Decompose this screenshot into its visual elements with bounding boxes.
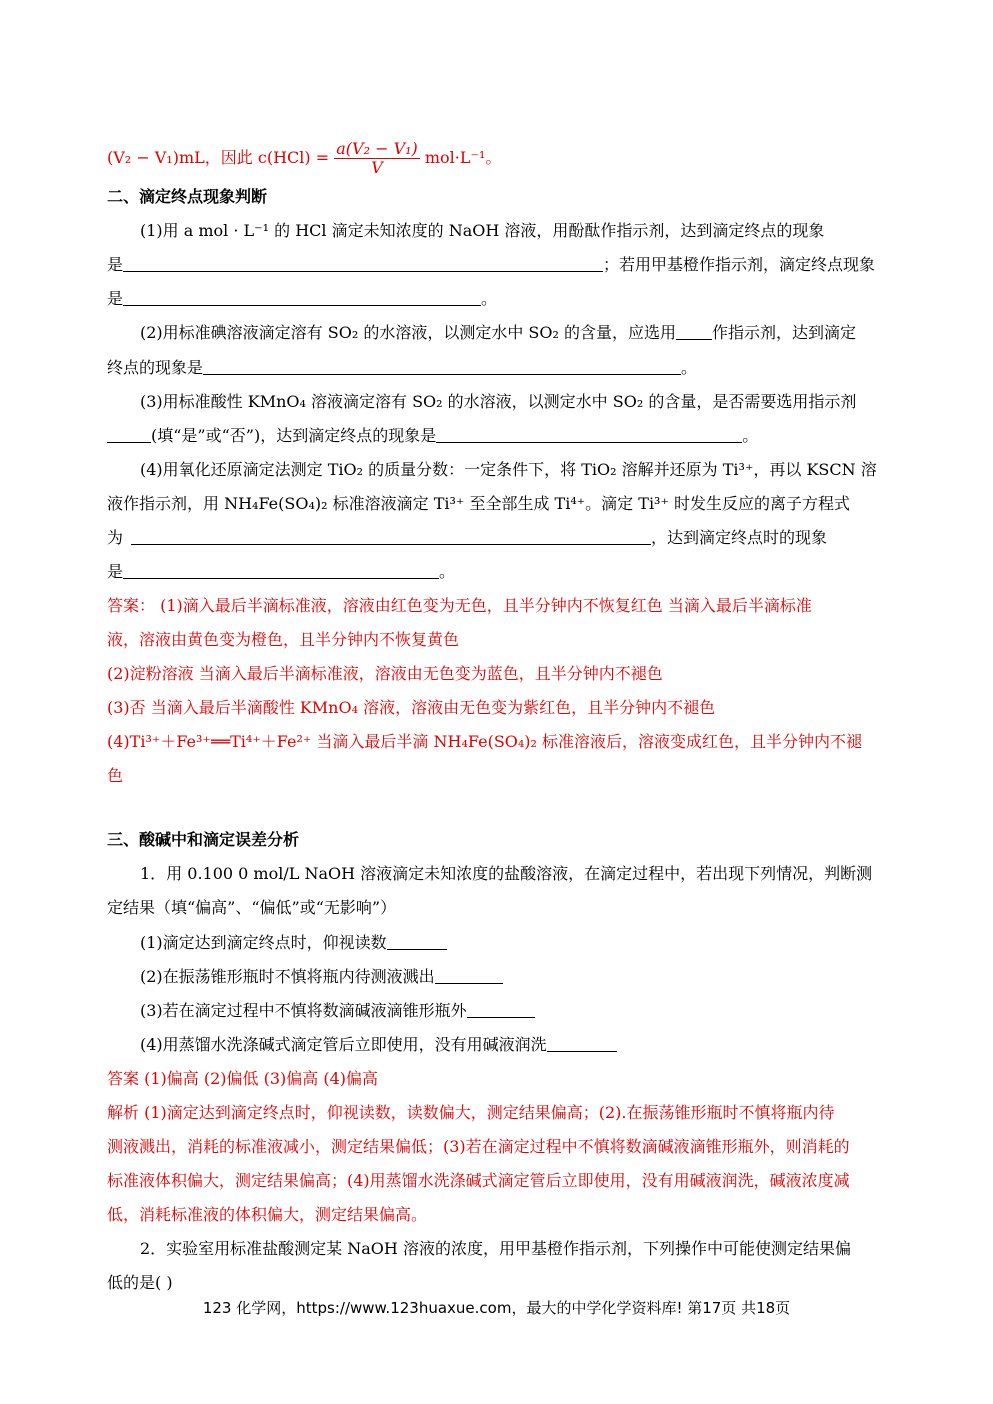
section-heading-2: 二、滴定终点现象判断	[107, 187, 268, 206]
answer-blank[interactable]	[467, 1001, 535, 1018]
formula-text-end: mol·L⁻¹。	[419, 148, 502, 167]
answer-blank[interactable]	[435, 967, 503, 984]
fraction-numerator: a(V₂ − V₁)	[336, 139, 418, 158]
answer-blank[interactable]	[107, 426, 151, 443]
explanation-line-4: 低，消耗标准液的体积偏大，测定结果偏高。	[107, 1205, 428, 1224]
answer-line-3: (3)否 当滴入最后半滴酸性 KMnO₄ 溶液，溶液由无色变为紫红色，且半分钟内不褪色	[107, 698, 716, 717]
explanation-line-2: 测液溅出，消耗的标准液减小，测定结果偏低；(3)若在滴定过程中不慎将数滴碱液滴锥形瓶外，则消耗的	[107, 1137, 850, 1156]
question-1-line2: 是 ；若用甲基橙作指示剂，滴定终点现象	[107, 255, 876, 274]
answer-blank[interactable]	[676, 323, 712, 340]
answer-blank[interactable]	[203, 358, 681, 375]
formula-text-start: (V₂ − V₁)mL，因此 c(HCl) =	[107, 148, 335, 167]
answer-blank[interactable]	[131, 528, 651, 545]
fraction	[334, 140, 420, 177]
answer-blank[interactable]	[387, 933, 447, 950]
answer-line-1a: 答案： (1)滴入最后半滴标准液，溶液由红色变为无色，且半分钟内不恢复红色 当滴入最后半滴标准	[107, 596, 812, 615]
section-heading-3: 三、酸碱中和滴定误差分析	[107, 830, 300, 849]
item-1: (1)滴定达到滴定终点时，仰视读数	[140, 932, 903, 954]
answer-line-4b: 色	[107, 766, 124, 785]
problem-2-line2: 低的是( )	[107, 1273, 173, 1292]
answer-blank[interactable]	[123, 255, 603, 272]
fraction-denominator: V	[371, 158, 383, 177]
answer-line-2: (2)淀粉溶液 当滴入最后半滴标准液，溶液由无色变为蓝色，且半分钟内不褪色	[107, 664, 663, 683]
item-4: (4)用蒸馏水洗涤碱式滴定管后立即使用，没有用碱液润洗	[140, 1034, 903, 1056]
item-3: (3)若在滴定过程中不慎将数滴碱液滴锥形瓶外	[140, 1000, 903, 1022]
page-footer: 123 化学网，https://www.123huaxue.com，最大的中学化学资料库! 第17页 共18页	[202, 1299, 791, 1317]
question-4-line2: 液作指示剂，用 NH₄Fe(SO₄)₂ 标准溶液滴定 Ti³⁺ 至全部生成 Ti⁴⁺。滴定 Ti³⁺ 时发生反应的离子方程式	[107, 494, 851, 513]
answer-summary: 答案 (1)偏高 (2)偏低 (3)偏高 (4)偏高	[107, 1069, 379, 1088]
question-3-line1: (3)用标准酸性 KMnO₄ 溶液滴定溶有 SO₂ 的水溶液，以测定水中 SO₂ 的含量，是否需要选用指示剂	[140, 392, 857, 411]
problem-2-line1: 2．实验室用标准盐酸测定某 NaOH 溶液的浓度，用甲基橙作指示剂，下列操作中可能使测定结果偏	[140, 1239, 851, 1258]
answer-line-1b: 液，溶液由黄色变为橙色，且半分钟内不恢复黄色	[107, 630, 460, 649]
question-4-line3: 为 ，达到滴定终点时的现象	[107, 528, 828, 547]
problem-1-line1: 1．用 0.100 0 mol/L NaOH 溶液滴定未知浓度的盐酸溶液，在滴定过程中，若出现下列情况，判断测	[140, 864, 873, 883]
question-2-line1: (2)用标准碘溶液滴定溶有 SO₂ 的水溶液，以测定水中 SO₂ 的含量，应选用 作指示剂，达到滴定	[140, 323, 857, 342]
formula-line	[107, 140, 903, 177]
question-2-line2: 终点的现象是 。	[107, 358, 698, 377]
question-1-line1: (1)用 a mol · L⁻¹ 的 HCl 滴定未知浓度的 NaOH 溶液，用酚酞作指示剂，达到滴定终点的现象	[140, 221, 825, 240]
answer-blank[interactable]	[436, 426, 742, 443]
answer-blank[interactable]	[123, 289, 481, 306]
problem-1-line2: 定结果（填“偏高”、“偏低”或“无影响”）	[107, 898, 397, 917]
question-3-line2: (填“是”或“否”)，达到滴定终点的现象是 。	[107, 425, 903, 447]
explanation-line-1: 解析 (1)滴定达到滴定终点时，仰视读数，读数偏大，测定结果偏高；(2).在振荡锥形瓶时不慎将瓶内待	[107, 1103, 835, 1122]
answer-line-4a: (4)Ti³⁺＋Fe³⁺══Ti⁴⁺＋Fe²⁺ 当滴入最后半滴 NH₄Fe(SO₄)₂ 标准溶液后，溶液变成红色，且半分钟内不褪	[107, 732, 863, 751]
question-4-line1: (4)用氧化还原滴定法测定 TiO₂ 的质量分数：一定条件下，将 TiO₂ 溶解并还原为 Ti³⁺，再以 KSCN 溶	[140, 460, 877, 479]
question-1-line3: 是 。	[107, 289, 498, 308]
explanation-line-3: 标准液体积偏大，测定结果偏高；(4)用蒸馏水洗涤碱式滴定管后立即使用，没有用碱液润洗，碱液浓度减	[107, 1171, 850, 1190]
question-4-line4: 是 。	[107, 562, 456, 581]
answer-blank[interactable]	[547, 1035, 617, 1052]
answer-blank[interactable]	[123, 562, 439, 579]
item-2: (2)在振荡锥形瓶时不慎将瓶内待测液溅出	[140, 966, 903, 988]
